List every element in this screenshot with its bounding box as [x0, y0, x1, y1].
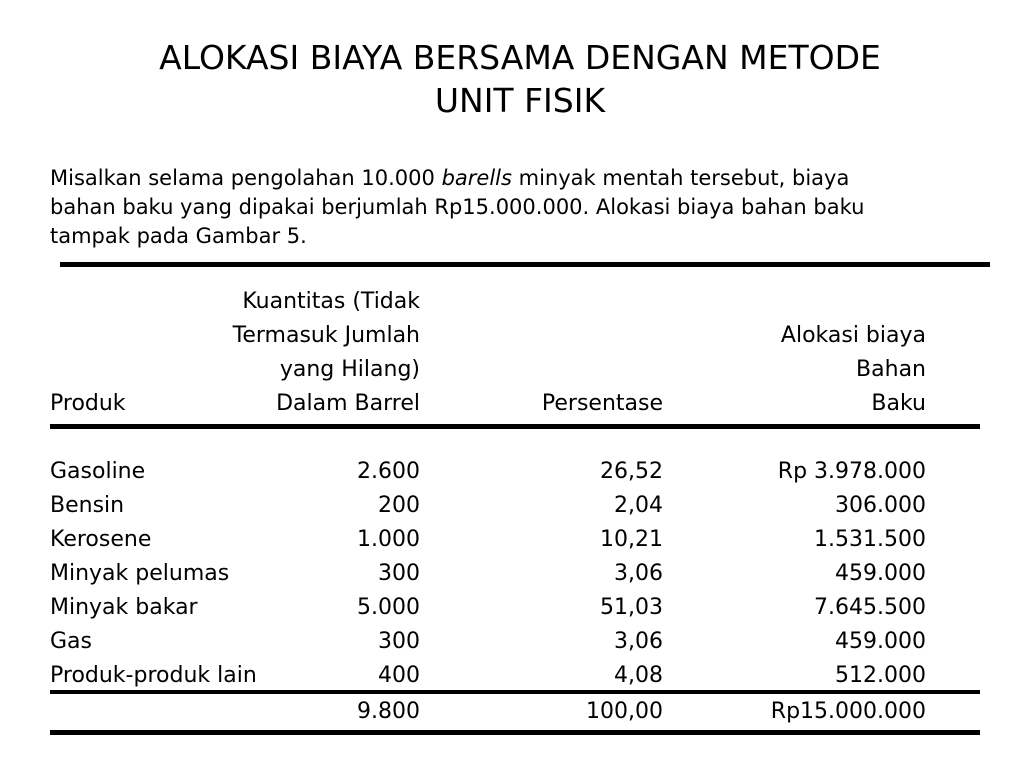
cell-qty: 300 — [378, 629, 420, 654]
cell-alokasi: 459.000 — [835, 629, 926, 654]
table-total-rule — [50, 690, 980, 694]
cell-produk: Minyak pelumas — [50, 561, 230, 586]
cell-qty: 400 — [378, 663, 420, 688]
total-alokasi: Rp15.000.000 — [770, 699, 926, 724]
cell-alokasi: 1.531.500 — [814, 527, 926, 552]
header-qty-line-1: Kuantitas (Tidak — [242, 289, 420, 314]
title-line-2: UNIT FISIK — [434, 81, 606, 120]
cell-alokasi: 7.645.500 — [814, 595, 926, 620]
total-persentase: 100,00 — [586, 699, 663, 724]
cell-qty: 300 — [378, 561, 420, 586]
cell-alokasi: 512.000 — [835, 663, 926, 688]
table-header-rule — [50, 424, 980, 429]
header-alokasi-line-2: Bahan — [856, 357, 926, 382]
intro-text-a: Misalkan selama pengolahan 10.000 — [50, 166, 442, 190]
intro-line-2: bahan baku yang dipakai berjumlah Rp15.000.000. Alokasi biaya bahan baku — [50, 195, 865, 219]
total-qty: 9.800 — [357, 699, 420, 724]
cell-persentase: 3,06 — [614, 629, 663, 654]
intro-paragraph — [50, 164, 1020, 251]
cell-persentase: 51,03 — [600, 595, 663, 620]
table-bottom-rule — [50, 730, 980, 735]
header-alokasi-line-1: Alokasi biaya — [780, 323, 926, 348]
cell-qty: 200 — [378, 493, 420, 518]
cell-produk: Gas — [50, 629, 92, 654]
header-qty-line-3: yang Hilang) — [279, 357, 420, 382]
cell-produk: Gasoline — [50, 459, 146, 484]
intro-line-3: tampak pada Gambar 5. — [50, 224, 307, 248]
header-qty-line-2: Termasuk Jumlah — [232, 323, 420, 348]
cell-produk: Bensin — [50, 493, 125, 518]
cell-qty: 1.000 — [357, 527, 420, 552]
title-line-1: ALOKASI BIAYA BERSAMA DENGAN METODE — [159, 38, 881, 77]
cell-qty: 2.600 — [357, 459, 420, 484]
cell-qty: 5.000 — [357, 595, 420, 620]
cell-produk: Minyak bakar — [50, 595, 198, 620]
header-persentase: Persentase — [541, 391, 663, 416]
cell-persentase: 4,08 — [614, 663, 663, 688]
cell-produk: Kerosene — [50, 527, 152, 552]
header-qty-line-4: Dalam Barrel — [276, 391, 420, 416]
cell-alokasi: Rp 3.978.000 — [777, 459, 926, 484]
table-top-rule — [60, 262, 990, 267]
slide-title — [0, 36, 1024, 122]
header-produk: Produk — [50, 391, 126, 416]
cell-alokasi: 459.000 — [835, 561, 926, 586]
intro-text-b: minyak mentah tersebut, biaya — [511, 166, 850, 190]
cell-produk: Produk-produk lain — [50, 663, 257, 688]
cell-persentase: 2,04 — [614, 493, 663, 518]
cell-persentase: 3,06 — [614, 561, 663, 586]
intro-line-1 — [50, 164, 1020, 193]
cell-persentase: 10,21 — [600, 527, 663, 552]
intro-italic: barells — [441, 166, 512, 190]
cell-persentase: 26,52 — [600, 459, 663, 484]
header-alokasi-line-3: Baku — [871, 391, 926, 416]
cell-alokasi: 306.000 — [835, 493, 926, 518]
